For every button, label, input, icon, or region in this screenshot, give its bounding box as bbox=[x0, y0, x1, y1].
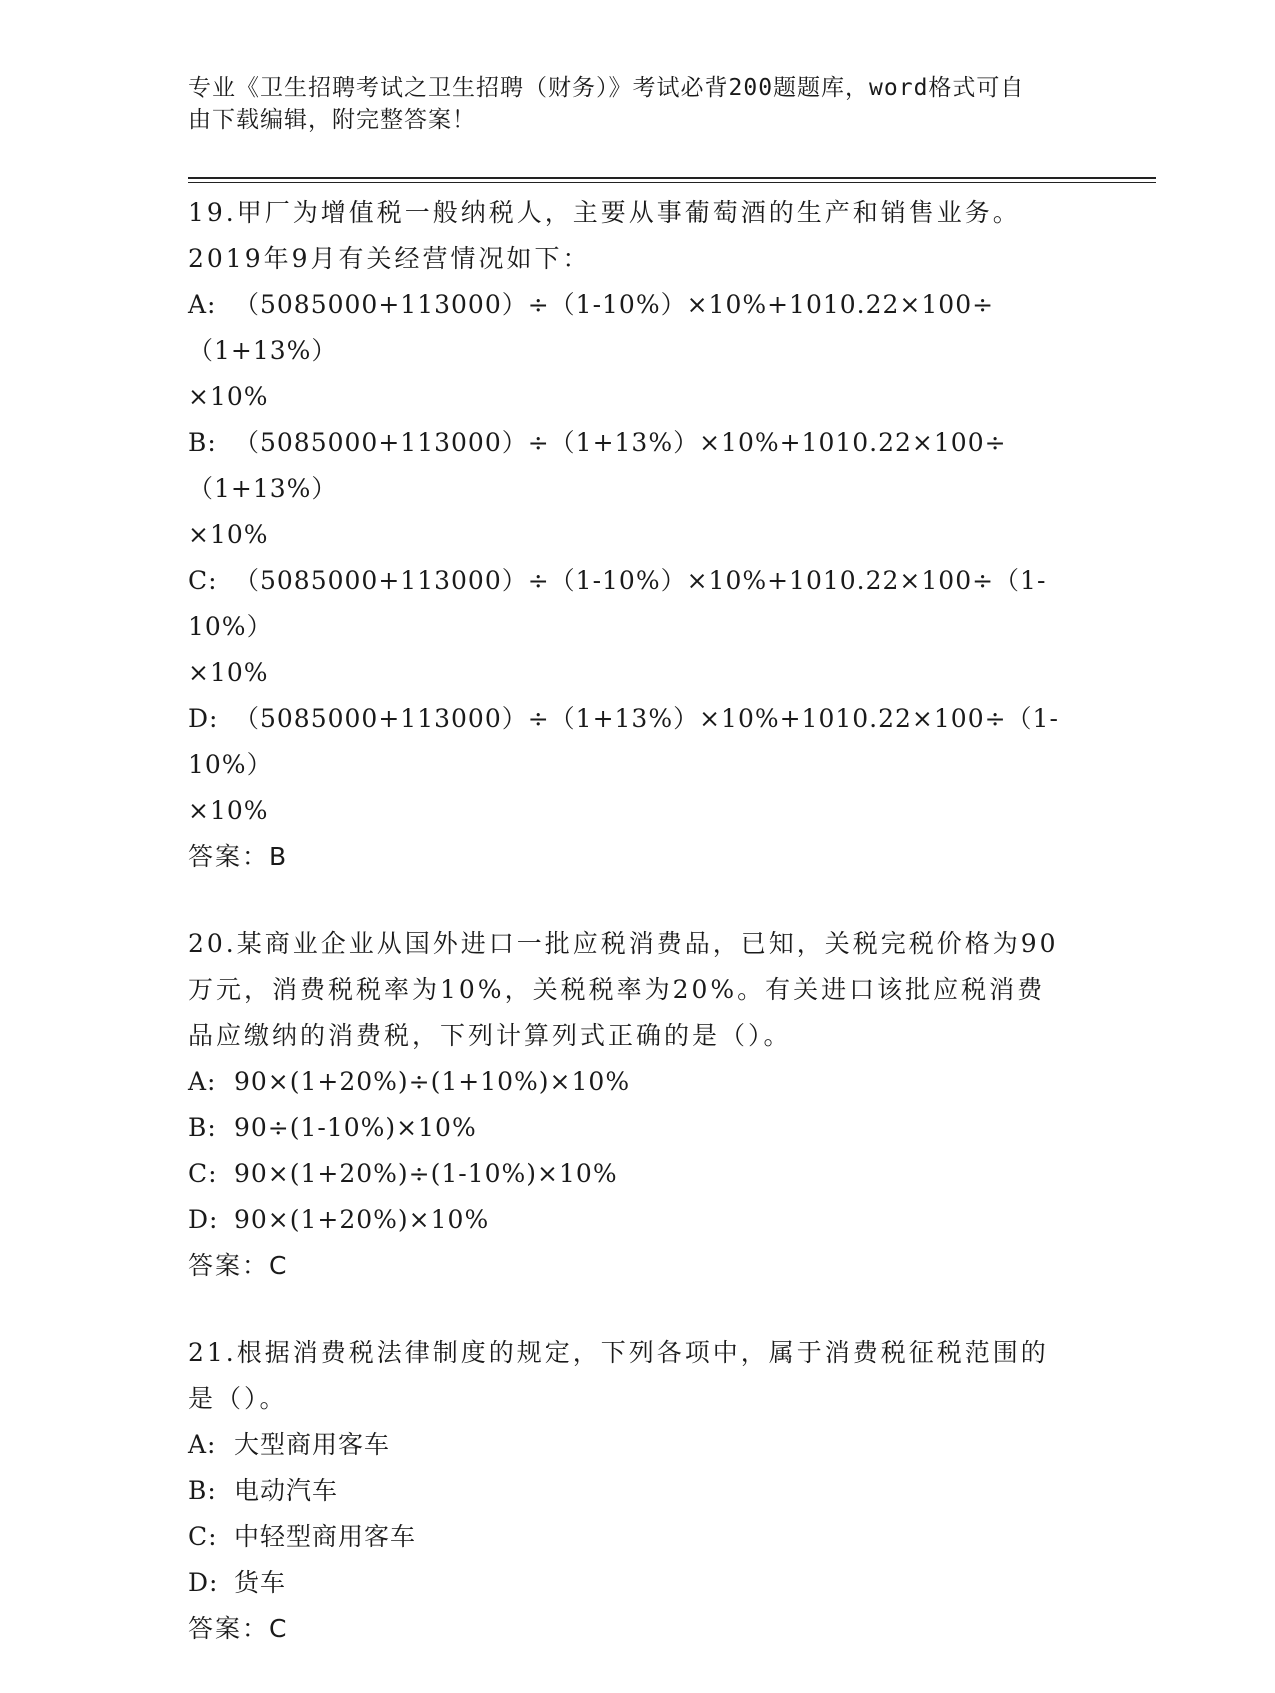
option-c bbox=[188, 1514, 1088, 1560]
question-stem-line: 21.根据消费税法律制度的规定，下列各项中，属于消费税征税范围的 bbox=[188, 1338, 1049, 1367]
answer-line: 答案：C bbox=[188, 1614, 289, 1643]
option-a bbox=[188, 1059, 1088, 1105]
question-stem-line: 品应缴纳的消费税，下列计算列式正确的是（）。 bbox=[188, 1021, 792, 1050]
question-stem-line: 2019年9月有关经营情况如下： bbox=[188, 244, 591, 273]
option-a bbox=[188, 1422, 1088, 1468]
option-c-continuation: ×10% bbox=[188, 658, 269, 687]
option-text: （5085000+113000）÷（1+13%）×10%+1010.22×100÷（1+13%） bbox=[188, 428, 1007, 503]
option-d-continuation: ×10% bbox=[188, 796, 269, 825]
option-key: C: bbox=[188, 566, 218, 595]
option-text: （5085000+113000）÷（1+13%）×10%+1010.22×100÷（1-10%） bbox=[188, 704, 1059, 779]
option-a bbox=[188, 282, 1088, 374]
question-stem-line: 万元，消费税税率为10%，关税税率为20%。有关进口该批应税消费 bbox=[188, 975, 1046, 1004]
option-b-continuation: ×10% bbox=[188, 520, 269, 549]
option-text: 90×(1+20%)×10% bbox=[234, 1205, 490, 1234]
answer-line: 答案：C bbox=[188, 1251, 289, 1280]
option-key: A: bbox=[188, 1067, 217, 1096]
option-a-continuation: ×10% bbox=[188, 382, 269, 411]
question-stem-line: 19.甲厂为增值税一般纳税人，主要从事葡萄酒的生产和销售业务。 bbox=[188, 198, 1021, 227]
option-text: 中轻型商用客车 bbox=[234, 1522, 417, 1551]
option-text: 90×(1+20%)÷(1-10%)×10% bbox=[234, 1159, 618, 1188]
option-key: A: bbox=[188, 1430, 217, 1459]
header-divider-thick bbox=[188, 177, 1156, 179]
option-b bbox=[188, 420, 1088, 512]
option-text: （5085000+113000）÷（1-10%）×10%+1010.22×100÷（1+13%） bbox=[188, 290, 995, 365]
document-header bbox=[188, 72, 1068, 136]
option-text: 货车 bbox=[234, 1568, 287, 1597]
option-text: （5085000+113000）÷（1-10%）×10%+1010.22×100÷（1-10%） bbox=[188, 566, 1047, 641]
question-21 bbox=[188, 1330, 1088, 1652]
question-stem-line: 20.某商业企业从国外进口一批应税消费品，已知，关税完税价格为90 bbox=[188, 929, 1059, 958]
option-key: B: bbox=[188, 1476, 217, 1505]
option-b bbox=[188, 1468, 1088, 1514]
option-c bbox=[188, 558, 1088, 650]
option-text: 90÷(1-10%)×10% bbox=[234, 1113, 477, 1142]
option-d bbox=[188, 1560, 1088, 1606]
option-c bbox=[188, 1151, 1088, 1197]
option-d bbox=[188, 696, 1088, 788]
option-key: C: bbox=[188, 1159, 218, 1188]
option-key: C: bbox=[188, 1522, 218, 1551]
option-key: B: bbox=[188, 1113, 217, 1142]
answer-line: 答案：B bbox=[188, 842, 289, 871]
header-line-1: 专业《卫生招聘考试之卫生招聘（财务）》考试必背200题题库，word格式可自 bbox=[188, 75, 1025, 101]
question-19 bbox=[188, 190, 1088, 880]
option-key: A: bbox=[188, 290, 217, 319]
question-stem-line: 是（）。 bbox=[188, 1384, 288, 1413]
option-text: 90×(1+20%)÷(1+10%)×10% bbox=[234, 1067, 631, 1096]
option-d bbox=[188, 1197, 1088, 1243]
header-divider-thin bbox=[188, 182, 1156, 183]
option-key: D: bbox=[188, 1568, 219, 1597]
option-text: 电动汽车 bbox=[234, 1476, 339, 1505]
option-key: D: bbox=[188, 1205, 219, 1234]
question-list bbox=[188, 190, 1088, 1693]
question-20 bbox=[188, 921, 1088, 1289]
option-key: D: bbox=[188, 704, 219, 733]
option-key: B: bbox=[188, 428, 217, 457]
option-text: 大型商用客车 bbox=[234, 1430, 391, 1459]
header-line-2: 由下载编辑，附完整答案！ bbox=[188, 107, 476, 133]
option-b bbox=[188, 1105, 1088, 1151]
